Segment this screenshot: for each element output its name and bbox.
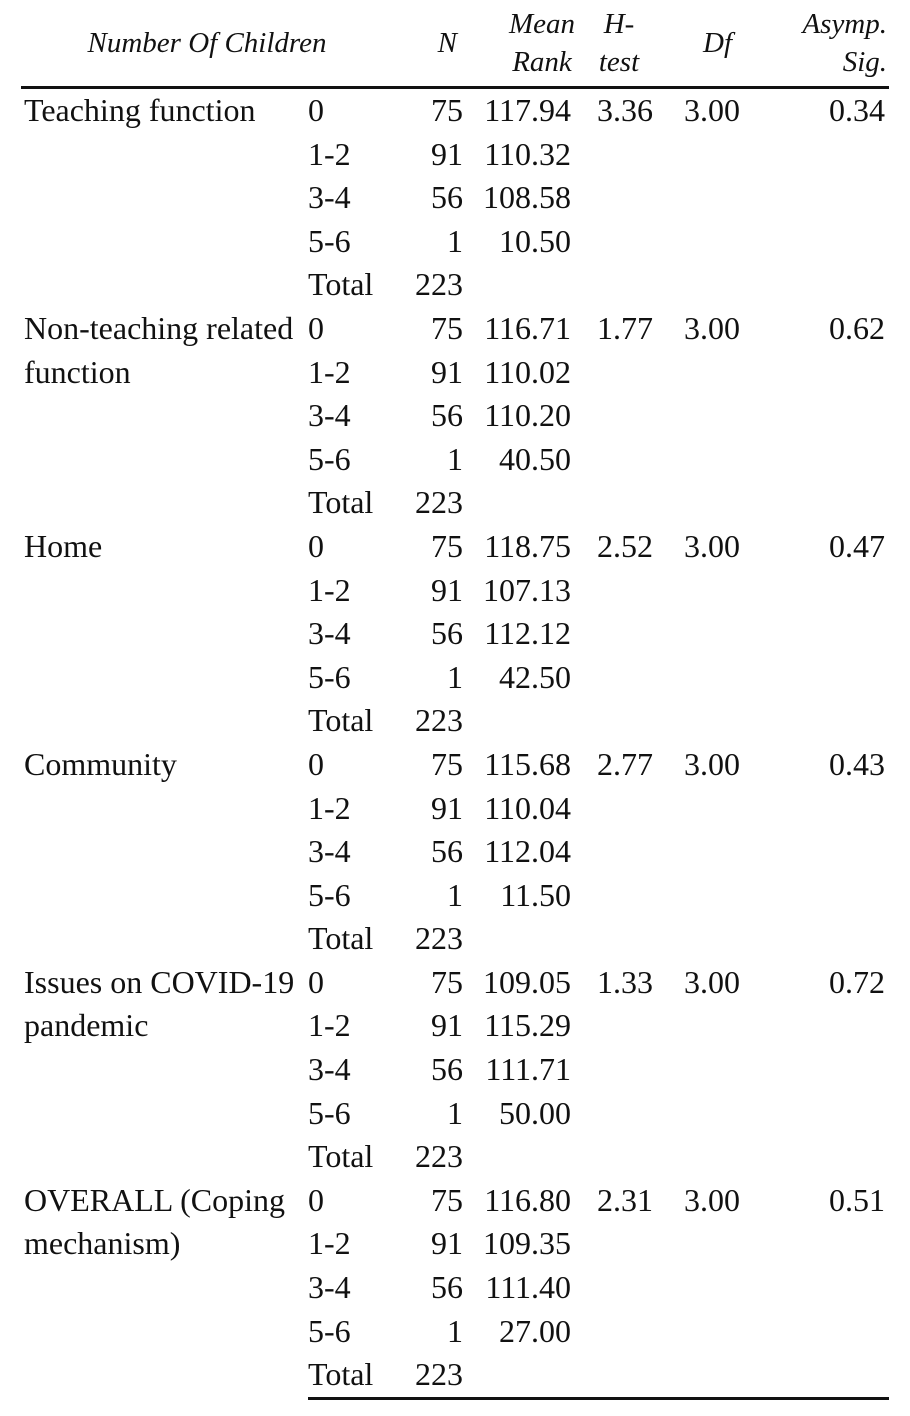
n-value: 223 (415, 702, 464, 739)
children-category: 5-6 (308, 1094, 351, 1131)
children-category: 1-2 (308, 1007, 351, 1044)
n-value: 223 (415, 484, 464, 521)
children-category: 5-6 (308, 876, 351, 913)
n-value: 75 (431, 92, 464, 128)
mean-rank-value (469, 1353, 589, 1398)
df-value (679, 1048, 764, 1092)
mean-rank-value (469, 263, 589, 307)
header-h-test-line1: H- (603, 8, 635, 40)
kruskal-wallis-table (21, 0, 889, 1400)
header-group: Number Of Children (21, 0, 393, 88)
children-category: 1-2 (308, 1225, 351, 1262)
children-category: 3-4 (308, 833, 351, 870)
h-test-value (589, 569, 679, 613)
h-test-value (589, 220, 679, 264)
mean-rank-value: 110.04 (484, 789, 572, 826)
n-value: 56 (431, 1051, 464, 1088)
df-value (679, 1222, 764, 1266)
mean-rank-value: 118.75 (484, 527, 572, 564)
h-test-value: 3.36 (597, 92, 654, 128)
h-test-value (589, 656, 679, 700)
table-row (21, 1179, 889, 1223)
df-value (679, 917, 764, 961)
asymp-sig-value (764, 351, 889, 395)
asymp-sig-value: 0.51 (829, 1181, 886, 1218)
h-test-value (589, 133, 679, 177)
h-test-value (589, 351, 679, 395)
mean-rank-value: 11.50 (500, 876, 572, 913)
df-value: 3.00 (684, 309, 741, 346)
mean-rank-value: 27.00 (499, 1312, 572, 1349)
df-value (679, 133, 764, 177)
table-row (21, 743, 889, 787)
df-value (679, 874, 764, 918)
n-value: 91 (431, 1225, 464, 1262)
mean-rank-value: 115.68 (484, 745, 572, 782)
df-value (679, 481, 764, 525)
n-value: 56 (431, 1269, 464, 1306)
mean-rank-value: 109.05 (483, 963, 572, 1000)
n-value: 223 (393, 1353, 469, 1398)
header-mean-rank (469, 0, 589, 88)
asymp-sig-value (764, 438, 889, 482)
mean-rank-value: 10.50 (499, 222, 572, 259)
asymp-sig-value (764, 917, 889, 961)
mean-rank-value: 112.12 (484, 615, 572, 652)
df-value (679, 612, 764, 656)
children-category: 3-4 (308, 397, 351, 434)
mean-rank-value: 42.50 (499, 658, 572, 695)
n-value: 75 (431, 527, 464, 564)
mean-rank-value: 40.50 (499, 440, 572, 477)
mean-rank-value: 117.94 (484, 92, 572, 128)
header-asymp-sig-line1: Asymp. (802, 8, 888, 40)
children-category: 1-2 (308, 571, 351, 608)
header-asymp-sig (764, 0, 889, 88)
df-value (679, 569, 764, 613)
children-category: Total (308, 920, 374, 957)
asymp-sig-value (764, 699, 889, 743)
n-value: 223 (415, 266, 464, 303)
df-value: 3.00 (684, 745, 741, 782)
asymp-sig-value (764, 1222, 889, 1266)
n-value: 75 (431, 1181, 464, 1218)
asymp-sig-value (764, 1310, 889, 1354)
df-value (679, 699, 764, 743)
h-test-value (589, 1004, 679, 1048)
h-test-value (589, 830, 679, 874)
children-category: Total (308, 702, 374, 739)
mean-rank-value: 50.00 (499, 1094, 572, 1131)
variable-label: Home (24, 527, 103, 564)
df-value (679, 1353, 764, 1398)
mean-rank-value: 116.71 (484, 309, 572, 346)
asymp-sig-value (764, 1353, 889, 1398)
table-row (21, 961, 889, 1005)
header-n: N (393, 0, 469, 88)
h-test-value (589, 874, 679, 918)
n-value: 91 (431, 789, 464, 826)
asymp-sig-value: 0.62 (829, 309, 886, 346)
asymp-sig-value (764, 1092, 889, 1136)
asymp-sig-value (764, 133, 889, 177)
df-value (679, 1092, 764, 1136)
asymp-sig-value: 0.34 (829, 92, 886, 128)
table-row (21, 307, 889, 351)
n-value: 91 (431, 571, 464, 608)
variable-label: Community (24, 745, 177, 782)
variable-label: Issues on COVID-19 pandemic (24, 963, 295, 1044)
n-value: 223 (415, 1138, 464, 1175)
header-asymp-sig-line2: Sig. (842, 46, 888, 78)
asymp-sig-value (764, 263, 889, 307)
h-test-value (589, 481, 679, 525)
n-value: 75 (431, 745, 464, 782)
h-test-value (589, 176, 679, 220)
df-value (679, 1135, 764, 1179)
mean-rank-value (469, 699, 589, 743)
asymp-sig-value (764, 394, 889, 438)
df-value (679, 220, 764, 264)
children-category: 5-6 (308, 1312, 351, 1349)
asymp-sig-value: 0.72 (829, 963, 886, 1000)
asymp-sig-value: 0.47 (829, 527, 886, 564)
header-h-test (589, 0, 679, 88)
variable-label: OVERALL (Coping mechanism) (24, 1181, 286, 1262)
asymp-sig-value: 0.43 (829, 745, 886, 782)
asymp-sig-value (764, 830, 889, 874)
h-test-value (589, 1048, 679, 1092)
asymp-sig-value (764, 176, 889, 220)
df-value (679, 787, 764, 831)
n-value: 1 (447, 876, 464, 913)
children-category: 5-6 (308, 440, 351, 477)
asymp-sig-value (764, 1135, 889, 1179)
asymp-sig-value (764, 1004, 889, 1048)
n-value: 91 (431, 353, 464, 390)
asymp-sig-value (764, 220, 889, 264)
children-category: 1-2 (308, 135, 351, 172)
children-category: Total (308, 266, 374, 303)
header-mean-rank-line1: Mean (509, 8, 576, 40)
children-category: Total (308, 1353, 393, 1398)
children-category: 0 (308, 527, 324, 564)
table-row (21, 525, 889, 569)
mean-rank-value: 109.35 (483, 1225, 572, 1262)
n-value: 56 (431, 833, 464, 870)
df-value: 3.00 (684, 527, 741, 564)
asymp-sig-value (764, 569, 889, 613)
n-value: 223 (415, 920, 464, 957)
mean-rank-value: 112.04 (484, 833, 572, 870)
n-value: 56 (431, 179, 464, 216)
asymp-sig-value (764, 874, 889, 918)
mean-rank-value (469, 917, 589, 961)
table-header (21, 0, 889, 88)
children-category: Total (308, 1138, 374, 1175)
n-value: 75 (431, 963, 464, 1000)
mean-rank-value (469, 481, 589, 525)
variable-label: Teaching function (24, 92, 256, 128)
n-value: 1 (447, 440, 464, 477)
n-value: 1 (447, 1094, 464, 1131)
h-test-value: 2.31 (597, 1181, 654, 1218)
children-category: 0 (308, 963, 324, 1000)
h-test-value (589, 263, 679, 307)
h-test-value (589, 1092, 679, 1136)
h-test-value: 1.33 (597, 963, 654, 1000)
children-category: 0 (308, 745, 324, 782)
df-value (679, 656, 764, 700)
children-category: Total (308, 484, 374, 521)
mean-rank-value: 110.32 (484, 135, 572, 172)
children-category: 3-4 (308, 1269, 351, 1306)
mean-rank-value: 110.02 (484, 353, 572, 390)
df-value (679, 1266, 764, 1310)
h-test-value (589, 1266, 679, 1310)
h-test-value (589, 787, 679, 831)
mean-rank-value: 108.58 (483, 179, 572, 216)
h-test-value (589, 917, 679, 961)
h-test-value (589, 1222, 679, 1266)
h-test-value: 2.52 (597, 527, 654, 564)
asymp-sig-value (764, 656, 889, 700)
h-test-value (589, 438, 679, 482)
df-value (679, 1310, 764, 1354)
mean-rank-value: 116.80 (484, 1181, 572, 1218)
df-value: 3.00 (684, 92, 741, 128)
asymp-sig-value (764, 1048, 889, 1092)
asymp-sig-value (764, 612, 889, 656)
n-value: 91 (431, 135, 464, 172)
h-test-value (589, 1353, 679, 1398)
df-value (679, 830, 764, 874)
header-h-test-line2: test (598, 46, 640, 78)
children-category: 0 (308, 309, 324, 346)
h-test-value (589, 394, 679, 438)
mean-rank-value: 111.40 (485, 1269, 572, 1306)
mean-rank-value (469, 1135, 589, 1179)
df-value (679, 263, 764, 307)
mean-rank-value: 115.29 (484, 1007, 572, 1044)
children-category: 0 (308, 1181, 324, 1218)
table-body (21, 88, 889, 1399)
children-category: 5-6 (308, 658, 351, 695)
n-value: 1 (447, 222, 464, 259)
children-category: 3-4 (308, 179, 351, 216)
df-value (679, 394, 764, 438)
mean-rank-value: 110.20 (484, 397, 572, 434)
children-category: 1-2 (308, 789, 351, 826)
h-test-value (589, 1310, 679, 1354)
variable-label: Non-teaching related function (24, 309, 294, 390)
mean-rank-value: 107.13 (483, 571, 572, 608)
h-test-value (589, 699, 679, 743)
children-category: 1-2 (308, 353, 351, 390)
asymp-sig-value (764, 787, 889, 831)
df-value (679, 438, 764, 482)
n-value: 1 (447, 658, 464, 695)
df-value: 3.00 (684, 1181, 741, 1218)
children-category: 5-6 (308, 222, 351, 259)
h-test-value (589, 1135, 679, 1179)
df-value (679, 351, 764, 395)
n-value: 56 (431, 397, 464, 434)
h-test-value (589, 612, 679, 656)
h-test-value: 2.77 (597, 745, 654, 782)
h-test-value: 1.77 (597, 309, 654, 346)
table-row (21, 88, 889, 133)
header-mean-rank-line2: Rank (512, 46, 572, 78)
n-value: 75 (431, 309, 464, 346)
df-value (679, 176, 764, 220)
n-value: 56 (431, 615, 464, 652)
df-value (679, 1004, 764, 1048)
mean-rank-value: 111.71 (485, 1051, 572, 1088)
n-value: 91 (431, 1007, 464, 1044)
df-value: 3.00 (684, 963, 741, 1000)
asymp-sig-value (764, 1266, 889, 1310)
children-category: 3-4 (308, 1051, 351, 1088)
n-value: 1 (447, 1312, 464, 1349)
children-category: 0 (308, 92, 324, 128)
children-category: 3-4 (308, 615, 351, 652)
header-df: Df (679, 0, 764, 88)
asymp-sig-value (764, 481, 889, 525)
